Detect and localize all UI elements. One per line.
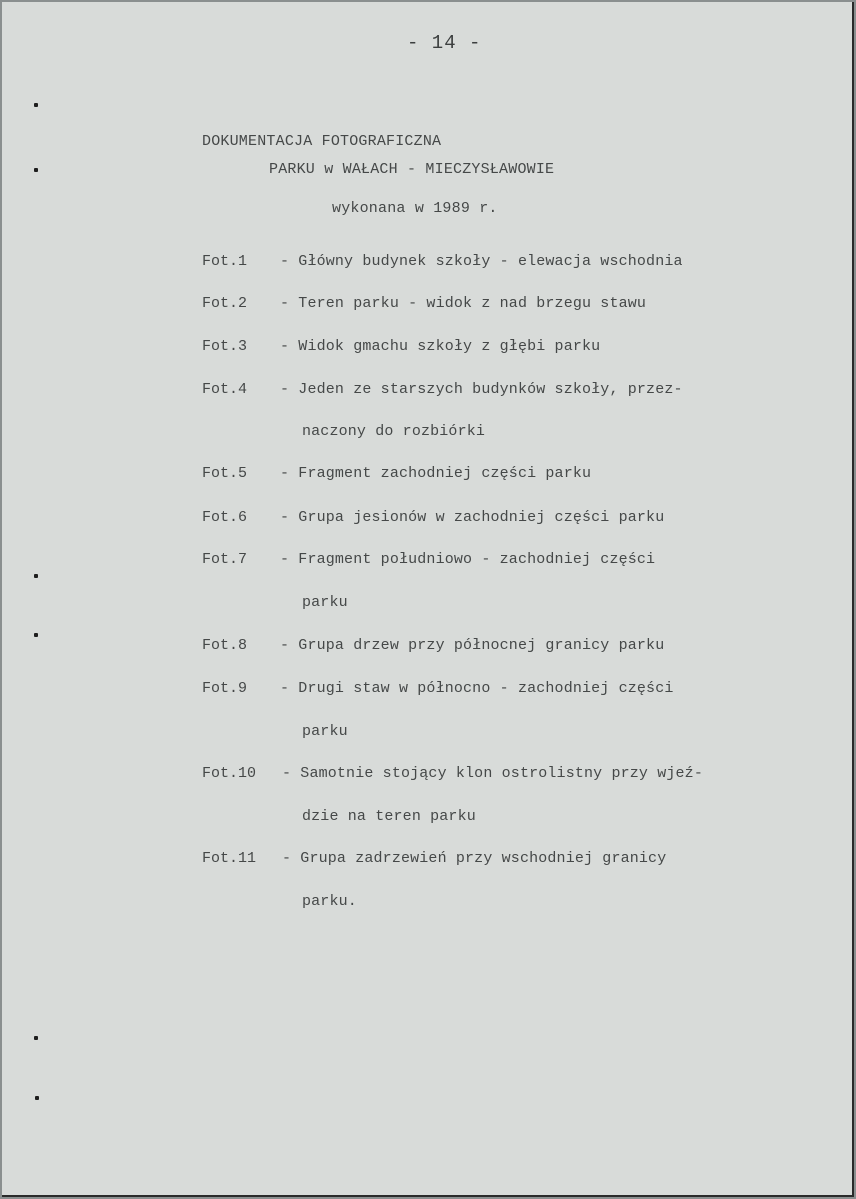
- photo-description: - Widok gmachu szkoły z głębi parku: [280, 338, 601, 355]
- punch-mark: [34, 103, 38, 107]
- photo-label: Fot.9: [202, 680, 248, 697]
- photo-label: Fot.11: [202, 850, 257, 867]
- photo-label: Fot.3: [202, 338, 248, 355]
- photo-description-continued: parku: [302, 723, 348, 740]
- photo-label: Fot.4: [202, 381, 248, 398]
- punch-mark: [34, 168, 38, 172]
- photo-description-continued: naczony do rozbiórki: [302, 423, 486, 440]
- photo-label: Fot.8: [202, 637, 248, 654]
- photo-description: - Grupa drzew przy północnej granicy parku: [280, 637, 665, 654]
- photo-label: Fot.5: [202, 465, 248, 482]
- photo-description: - Teren parku - widok z nad brzegu stawu: [280, 295, 647, 312]
- photo-description: - Drugi staw w północno - zachodniej części: [280, 680, 674, 697]
- heading-subtitle: PARKU w WAŁACH - MIECZYSŁAWOWIE: [269, 161, 555, 178]
- photo-label: Fot.7: [202, 551, 248, 568]
- page-number: - 14 -: [407, 32, 482, 54]
- photo-description: - Grupa jesionów w zachodniej części parku: [280, 509, 665, 526]
- punch-mark: [34, 633, 38, 637]
- photo-description: - Samotnie stojący klon ostrolistny przy wjeź-: [282, 765, 703, 782]
- document-page: [2, 2, 854, 1197]
- photo-description: - Fragment zachodniej części parku: [280, 465, 592, 482]
- punch-mark: [34, 574, 38, 578]
- photo-description: - Grupa zadrzewień przy wschodniej granicy: [282, 850, 667, 867]
- photo-description: - Główny budynek szkoły - elewacja wschodnia: [280, 253, 683, 270]
- punch-mark: [34, 1036, 38, 1040]
- photo-label: Fot.10: [202, 765, 257, 782]
- photo-label: Fot.1: [202, 253, 248, 270]
- photo-description: - Fragment południowo - zachodniej części: [280, 551, 656, 568]
- photo-description: - Jeden ze starszych budynków szkoły, przez-: [280, 381, 683, 398]
- heading-title: DOKUMENTACJA FOTOGRAFICZNA: [202, 133, 442, 150]
- photo-label: Fot.2: [202, 295, 248, 312]
- photo-label: Fot.6: [202, 509, 248, 526]
- heading-date: wykonana w 1989 r.: [332, 200, 498, 217]
- punch-mark: [35, 1096, 39, 1100]
- photo-description-continued: dzie na teren parku: [302, 808, 476, 825]
- photo-description-continued: parku: [302, 594, 348, 611]
- photo-description-continued: parku.: [302, 893, 357, 910]
